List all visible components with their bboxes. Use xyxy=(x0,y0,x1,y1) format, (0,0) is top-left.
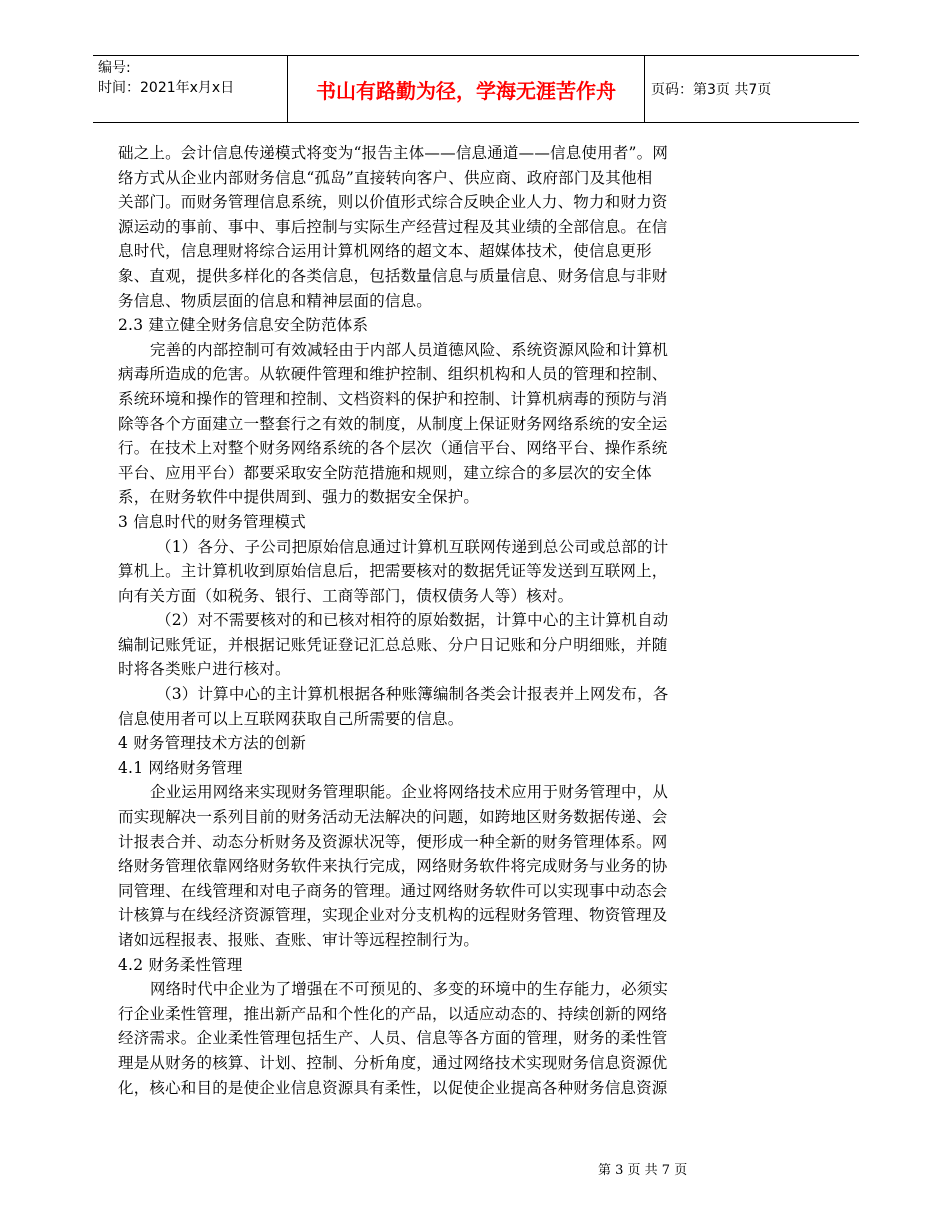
body-line: 息时代，信息理财将综合运用计算机网络的超文本、超媒体技术，使信息更形 xyxy=(118,242,652,261)
header-left-cell xyxy=(93,56,287,122)
document-time-label: 时间：2021年x月x日 xyxy=(98,80,235,96)
section-heading: 2.3 建立健全财务信息安全防范体系 xyxy=(118,316,369,335)
body-line: 同管理、在线管理和对电子商务的管理。通过网络财务软件可以实现事中动态会 xyxy=(118,881,668,900)
section-heading: 4 财务管理技术方法的创新 xyxy=(118,734,306,753)
body-line: 时将各类账户进行核对。 xyxy=(118,660,291,679)
body-line: 系统环境和操作的管理和控制、文档资料的保护和控制、计算机病毒的预防与消 xyxy=(118,389,668,408)
paragraph-first-line: 网络时代中企业为了增强在不可预见的、多变的环境中的生存能力，必须实 xyxy=(150,980,669,999)
body-line: 理是从财务的核算、计划、控制、分析角度，通过网络技术实现财务信息资源优 xyxy=(118,1053,668,1072)
section-heading: 4.2 财务柔性管理 xyxy=(118,955,243,974)
body-line: 系，在财务软件中提供周到、强力的数据安全保护。 xyxy=(118,488,480,507)
body-line: 经济需求。企业柔性管理包括生产、人员、信息等各方面的管理，财务的柔性管 xyxy=(118,1029,668,1048)
body-line: 而实现解决一系列目前的财务活动无法解决的问题，如跨地区财务数据传递、会 xyxy=(118,808,668,827)
paragraph-first-line: 企业运用网络来实现财务管理职能。企业将网络技术应用于财务管理中，从 xyxy=(150,783,669,802)
paragraph-first-line: 完善的内部控制可有效减轻由于内部人员道德风险、系统资源风险和计算机 xyxy=(150,340,669,359)
body-line: 络方式从企业内部财务信息“孤岛”直接转向客户、供应商、政府部门及其他相 xyxy=(118,168,653,187)
body-line: 础之上。会计信息传递模式将变为“报告主体——信息通道——信息使用者”。网 xyxy=(118,144,669,162)
paragraph-first-line: （2）对不需要核对的和已核对相符的原始数据，计算中心的主计算机自动 xyxy=(156,611,669,630)
section-heading: 3 信息时代的财务管理模式 xyxy=(118,512,306,531)
paragraph-first-line: （1）各分、子公司把原始信息通过计算机互联网传递到总公司或总部的计 xyxy=(156,537,669,556)
body-line: 计核算与在线经济资源管理，实现企业对分支机构的远程财务管理、物资管理及 xyxy=(118,906,668,925)
section-heading: 4.1 网络财务管理 xyxy=(118,758,243,777)
body-line: 象、直观，提供多样化的各类信息，包括数量信息与质量信息、财务信息与非财 xyxy=(118,266,668,285)
body-line: 行企业柔性管理，推出新产品和个性化的产品，以适应动态的、持续创新的网络 xyxy=(118,1004,668,1023)
body-line: 信息使用者可以上互联网获取自己所需要的信息。 xyxy=(118,709,464,728)
body-line: 算机上。主计算机收到原始信息后，把需要核对的数据凭证等发送到互联网上， xyxy=(118,562,668,581)
body-line: 源运动的事前、事中、事后控制与实际生产经营过程及其业绩的全部信息。在信 xyxy=(118,217,668,236)
header-motto: 书山有路勤为径，学海无涯苦作舟 xyxy=(287,56,645,122)
body-line: 编制记账凭证，并根据记账凭证登记汇总总账、分户日记账和分户明细账，并随 xyxy=(118,635,668,654)
paragraph-first-line: （3）计算中心的主计算机根据各种账簿编制各类会计报表并上网发布，各 xyxy=(156,685,669,704)
body-line: 务信息、物质层面的信息和精神层面的信息。 xyxy=(118,291,433,310)
body-line: 计报表合并、动态分析财务及资源状况等，便形成一种全新的财务管理体系。网 xyxy=(118,832,668,851)
header-page-info: 页码：第3页 共7页 xyxy=(651,82,772,98)
body-line: 诸如远程报表、报账、查账、审计等远程控制行为。 xyxy=(118,931,480,949)
body-line: 平台、应用平台）都要采取安全防范措施和规则，建立综合的多层次的安全体 xyxy=(118,463,652,482)
body-line: 向有关方面（如税务、银行、工商等部门，债权债务人等）核对。 xyxy=(118,586,574,605)
page-header xyxy=(93,55,859,123)
body-line: 络财务管理依靠网络财务软件来执行完成，网络财务软件将完成财务与业务的协 xyxy=(118,857,668,876)
document-body xyxy=(118,141,768,1100)
body-line: 行。在技术上对整个财务网络系统的各个层次（通信平台、网络平台、操作系统 xyxy=(118,439,668,458)
page-footer: 第 3 页 共 7 页 xyxy=(598,1163,688,1178)
document-number-label: 编号: xyxy=(98,60,131,76)
body-line: 病毒所造成的危害。从软硬件管理和维护控制、组织机构和人员的管理和控制、 xyxy=(118,365,668,384)
body-line: 除等各个方面建立一整套行之有效的制度，从制度上保证财务网络系统的安全运 xyxy=(118,414,668,433)
body-line: 关部门。而财务管理信息系统，则以价值形式综合反映企业人力、物力和财力资 xyxy=(118,193,668,212)
body-line: 化，核心和目的是使企业信息资源具有柔性，以促使企业提高各种财务信息资源 xyxy=(118,1078,668,1097)
